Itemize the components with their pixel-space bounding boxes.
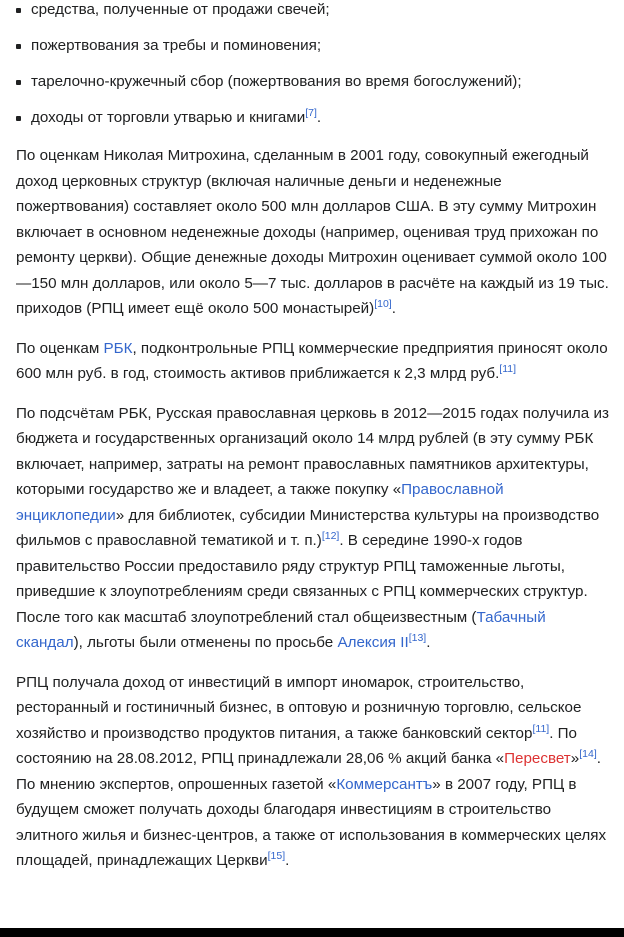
- paragraph-investments: РПЦ получала доход от инвестиций в импорт иномарок, строительство, ресторанный и гостиничный бизнес, в оптовую и розничную торговлю, сельское хозяйство и производство продуктов питания, а также банковский сектор[11]. По состоянию на 28.08.2012, РПЦ принадлежали 28,06 % акций банка «Пересвет»[14]. По мнению экспертов, опрошенных газетой «Коммерсантъ» в 2007 году, РПЦ в будущем сможет получать доходы благодаря инвестициям в строительство элитного жилья и бизнес-центров, а также от использования в коммерческих целях площадей, принадлежащих Церкви[15].: [16, 673, 607, 869]
- list-item-text: доходы от торговли утварью и книгами: [31, 109, 306, 126]
- list-item: [16, 69, 612, 105]
- article-content: [16, 0, 612, 874]
- footnote-ref-14[interactable]: [14]: [579, 747, 597, 760]
- bullet-icon: [16, 116, 21, 121]
- link-alexy-ii[interactable]: Алексия II: [337, 634, 409, 651]
- link-orthodox-encyclopedia[interactable]: Православной энциклопедии: [16, 481, 504, 524]
- footnote-ref-11b[interactable]: [11]: [532, 722, 550, 735]
- link-kommersant[interactable]: Коммерсантъ: [336, 775, 433, 793]
- list-item-text: тарелочно-кружечный сбор (пожертвования во время богослужений);: [31, 73, 522, 90]
- paragraph-budget-funding: По подсчётам РБК, Русская православная церковь в 2012—2015 годах получила из бюджета и государственных организаций около 14 млрд рублей (в эту сумму РБК включает, например, затраты на ремонт православных памятников архитектуры, которыми государство же и владеет, а также покупку «Православной энциклопедии» для библиотек, субсидии Министерства культуры на производство фильмов с православной тематикой и т. п.)[12]. В середине 1990-х годов правительство России предоставило ряду структур РПЦ таможенные льготы, приведшие к злоупотреблениям среди связанных с РПЦ коммерческих структур. После того как масштаб злоупотреблений стал общеизвестным (Табачный скандал), льготы были отменены по просьбе Алексия II[13].: [16, 404, 609, 651]
- footnote-ref-12[interactable]: [12]: [321, 529, 340, 542]
- footnote-ref-7[interactable]: [7]: [305, 106, 317, 119]
- bullet-icon: [16, 80, 21, 85]
- list-item: доходы от торговли утварью и книгами[7].: [16, 105, 612, 141]
- bottom-bar: [0, 928, 624, 937]
- list-item: [16, 33, 612, 69]
- link-rbc[interactable]: РБК: [103, 339, 133, 357]
- paragraph-mitrokhin-estimate: По оценкам Николая Митрохина, сделанным в 2001 году, совокупный ежегодный доход церковных структур (включая наличные деньги и неденежные пожертвования) составляет около 500 млн долларов США. В эту сумму Митрохин включает в основном неденежные доходы (например, оценивая труд прихожан по ремонту церкви). Общие денежные доходы Митрохин оценивает суммой около 100—150 млн долларов, или около 5—7 тыс. долларов в расчёте на каждый из 19 тыс. приходов (РПЦ имеет ещё около 500 монастырей)[10].: [16, 147, 609, 317]
- footnote-ref-13[interactable]: [13]: [408, 631, 427, 644]
- income-sources-list: [16, 0, 612, 141]
- link-peresvet[interactable]: Пересвет: [504, 750, 571, 767]
- bullet-icon: [16, 44, 21, 49]
- list-item-text: пожертвования за требы и поминовения;: [31, 37, 322, 54]
- bullet-icon: [16, 8, 21, 13]
- paragraph-rbc-estimate: По оценкам РБК, подконтрольные РПЦ коммерческие предприятия приносят около 600 млн руб. в год, стоимость активов приближается к 2,3 млрд руб.[11]: [16, 339, 608, 382]
- footnote-ref-10[interactable]: [10]: [374, 297, 392, 310]
- list-item: [16, 0, 612, 33]
- link-tobacco-scandal[interactable]: Табачный скандал: [16, 608, 546, 651]
- list-item-text: средства, полученные от продажи свечей;: [31, 1, 330, 18]
- footnote-ref-11[interactable]: [11]: [499, 362, 517, 375]
- footnote-ref-15[interactable]: [15]: [267, 849, 286, 862]
